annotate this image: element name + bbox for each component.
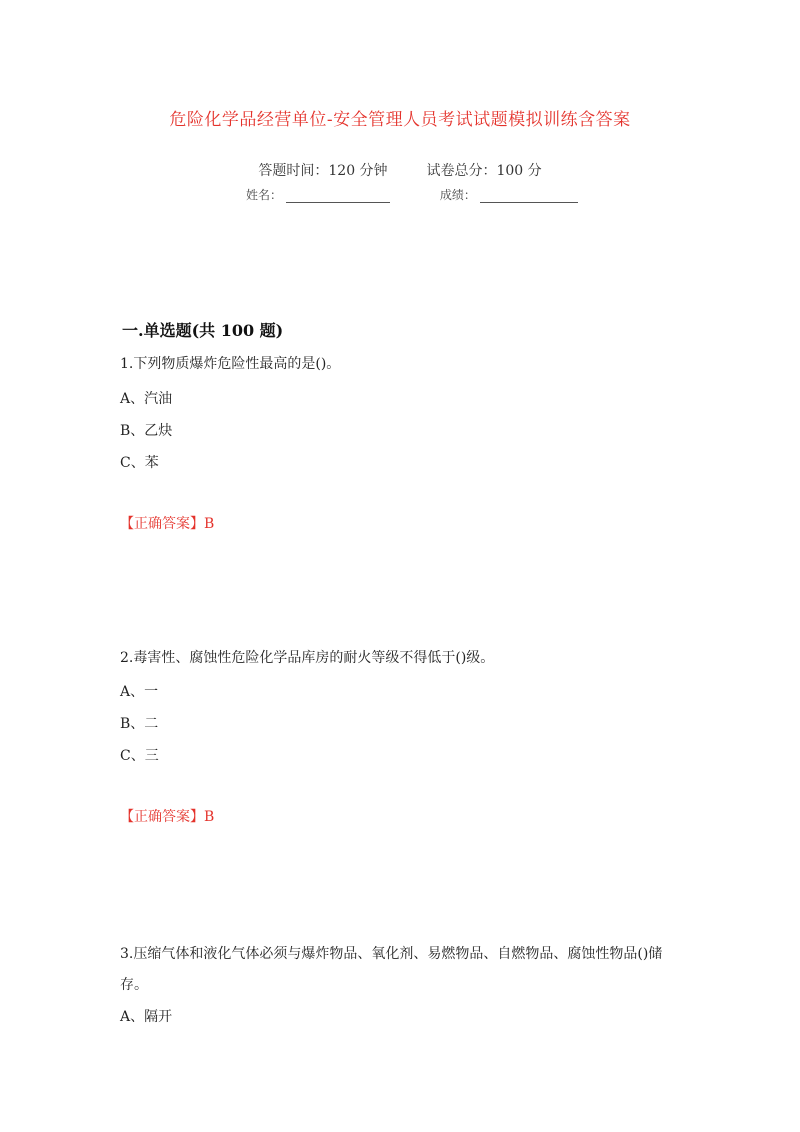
question-option: A、一 — [120, 684, 159, 700]
signature-line — [246, 186, 624, 203]
exam-duration: 答题时间：120 分钟 — [258, 163, 388, 179]
section-title: 一.单选题(共 100 题) — [122, 321, 284, 340]
question-option: C、苯 — [120, 455, 159, 471]
exam-total-score: 试卷总分：100 分 — [426, 163, 542, 179]
score-blank — [480, 190, 578, 203]
correct-answer: 【正确答案】B — [120, 809, 215, 825]
question-option: C、三 — [120, 748, 159, 764]
question-stem: 1.下列物质爆炸危险性最高的是()。 — [120, 356, 341, 372]
page-title: 危险化学品经营单位-安全管理人员考试试题模拟训练含答案 — [169, 110, 631, 130]
name-field — [246, 186, 390, 203]
question-option: A、汽油 — [120, 391, 173, 407]
question-stem: 2.毒害性、腐蚀性危险化学品库房的耐火等级不得低于()级。 — [120, 650, 495, 666]
correct-answer: 【正确答案】B — [120, 516, 215, 532]
exam-meta — [0, 160, 800, 180]
question-stem: 3.压缩气体和液化气体必须与爆炸物品、氧化剂、易燃物品、自燃物品、腐蚀性物品()储存。 — [120, 946, 663, 993]
name-label: 姓名： — [246, 188, 283, 202]
question-option: A、隔开 — [120, 1009, 173, 1025]
score-field — [440, 186, 578, 203]
question-option: B、二 — [120, 716, 159, 732]
question-option: B、乙炔 — [120, 423, 173, 439]
name-blank — [286, 190, 390, 203]
score-label: 成绩： — [439, 188, 476, 202]
